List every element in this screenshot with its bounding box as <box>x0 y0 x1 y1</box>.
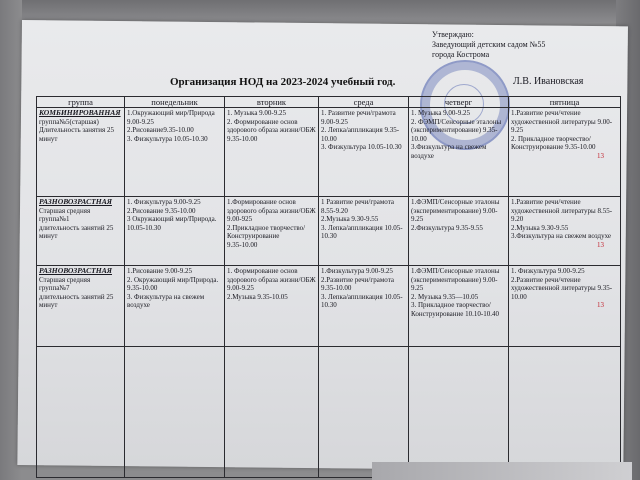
empty-cell <box>125 347 225 478</box>
header-monday: понедельник <box>125 97 225 108</box>
lesson: 2. Формирование основ здорового образа жизни/ОБЖ 9.35-10.00 <box>227 117 316 143</box>
lesson: 1. Музыка 9.00-9.25 <box>411 109 471 117</box>
table-row-empty <box>37 347 621 478</box>
lesson: 2.Физкультура 9.35-9.55 <box>411 223 483 232</box>
lesson: 2.Развитие речи/чтение художественной литературы 9.35-10.00 <box>511 275 613 301</box>
lesson: 2.Музыка 9.35-10.05 <box>227 292 288 301</box>
lesson: 2. Лепка/аппликация 9.35-10.00 <box>321 126 400 143</box>
lesson: 2.Рисование 9.35-10.00 <box>127 206 196 215</box>
lesson: 1 Развитие речи/грамота 8.55-9.20 <box>321 198 394 215</box>
lesson: 1.Окружающий мир/Природа 9.00-9.25 <box>127 109 215 126</box>
group-name: РАЗНОВОЗРАСТНАЯ <box>39 197 112 206</box>
table-row <box>37 266 621 347</box>
friday-cell <box>509 108 621 197</box>
page-title: Организация НОД на 2023-2024 учебный год. <box>170 76 396 88</box>
friday-cell <box>509 197 621 266</box>
group-cell <box>37 197 125 266</box>
group-name: КОМБИНИРОВАННАЯ <box>39 108 121 117</box>
lesson: 1. Музыка 9.00-9.25 <box>227 109 287 117</box>
tuesday-cell <box>225 266 319 347</box>
header-row <box>37 97 621 108</box>
thursday-cell <box>409 197 509 266</box>
group-name: РАЗНОВОЗРАСТНАЯ <box>39 266 112 275</box>
lesson: 1.Развитие речи/чтение художественной литературы 8.55-9.20 <box>511 198 613 224</box>
lesson: 2.Рисование9.35-10.00 <box>127 126 194 135</box>
lesson: 1.Развитие речи/чтение художественной литературы 9.00-9.25 <box>511 109 613 135</box>
lesson-count: 13 <box>597 301 604 310</box>
background-top <box>0 0 640 22</box>
header-thursday: четверг <box>409 97 509 108</box>
group-detail: Старшая средняя группа№7 <box>39 275 91 293</box>
lesson: 2. ФЭМП/Сенсорные эталоны (экспериментирование) 9.35-10.00 <box>411 117 502 143</box>
lesson: 2.Развитие речи/грамота 9.35-10.00 <box>321 275 394 293</box>
approval-name: Л.В. Ивановская <box>513 76 584 87</box>
tuesday-cell <box>225 108 319 197</box>
thursday-cell <box>409 108 509 197</box>
approval-line-2: Заведующий детским садом №55 <box>432 40 546 49</box>
lesson: 1. Физкультура 9.00-9.25 <box>127 198 201 206</box>
header-friday: пятница <box>509 97 621 108</box>
monday-cell <box>125 108 225 197</box>
group-detail: длительность занятий 25 минут <box>39 292 114 310</box>
empty-cell <box>509 347 621 478</box>
lesson: 3. Физкультура 10.05-10.30 <box>321 143 402 152</box>
lesson: 1.ФЭМП/Сенсорные эталоны (экспериментирование) 9.00-9.25 <box>411 267 500 293</box>
empty-cell <box>409 347 509 478</box>
lesson: 1. Формирование основ здорового образа жизни/ОБЖ 9.00-9.25 <box>227 267 316 293</box>
approval-line-3: города Кострома <box>432 50 490 59</box>
approval-line-1: Утверждаю: <box>432 30 474 39</box>
lesson: 2. Окружающий мир/Природа. 9.35-10.00 <box>127 275 219 293</box>
lesson: 1.Формирование основ здорового образа жизни/ОБЖ 9.00-925 <box>227 198 316 224</box>
empty-cell <box>319 347 409 478</box>
group-detail: группа№5(старшая) <box>39 117 99 126</box>
lesson: 3. Лепка/аппликация 10.05-10.30 <box>321 223 403 241</box>
lesson: 3. Лепка/аппликация 10.05-10.30 <box>321 292 403 310</box>
group-detail: Длительность занятия 25 минут <box>39 126 115 143</box>
lesson: 1.Физкультура 9.00-9.25 <box>321 267 393 275</box>
lesson: 9.35-10.00 <box>227 240 258 249</box>
table-row <box>37 108 621 197</box>
group-detail: Старшая средняя группа№1 <box>39 206 91 224</box>
friday-cell <box>509 266 621 347</box>
lesson: 3.Физкультура на свежем воздухе <box>411 143 487 160</box>
group-detail: длительность занятий 25 минут <box>39 223 114 241</box>
monday-cell <box>125 266 225 347</box>
schedule-table <box>36 96 621 478</box>
empty-cell <box>37 347 125 478</box>
lesson: 1. Физкультура 9.00-9.25 <box>511 267 585 275</box>
lesson: 3. Физкультура на свежем воздухе <box>127 292 205 310</box>
header-group: группа <box>37 97 125 108</box>
lesson: 3. Прикладное творчество/Конструирование 10.10-10.40 <box>411 301 499 318</box>
lesson: 3.Физкультура на свежем воздухе <box>511 232 612 241</box>
lesson: 2.Прикладное творчество/Конструирование <box>227 223 306 241</box>
wednesday-cell <box>319 266 409 347</box>
wednesday-cell <box>319 197 409 266</box>
lesson: 2. Музыка 9.35—10.05 <box>411 292 479 301</box>
approval-block <box>432 30 622 60</box>
thursday-cell <box>409 266 509 347</box>
desk-corner <box>372 462 632 480</box>
wednesday-cell <box>319 108 409 197</box>
group-cell <box>37 108 125 197</box>
lesson: 3. Физкультура 10.05-10.30 <box>127 134 208 143</box>
tuesday-cell <box>225 197 319 266</box>
lesson: 2.Музыка 9.30-9.55 <box>321 215 379 224</box>
empty-cell <box>225 347 319 478</box>
lesson: 2. Прикладное творчество/Конструирование 9.35-10.00 <box>511 134 596 152</box>
header-wednesday: среда <box>319 97 409 108</box>
lesson-count: 13 <box>597 240 604 249</box>
group-cell <box>37 266 125 347</box>
lesson: 2.Музыка 9.30-9.55 <box>511 223 569 232</box>
header-tuesday: вторник <box>225 97 319 108</box>
lesson: 1.Рисование 9.00-9.25 <box>127 267 192 275</box>
lesson-count: 13 <box>597 151 604 160</box>
table-row <box>37 197 621 266</box>
lesson: 1.ФЭМП/Сенсорные эталоны (экспериментирование) 9.00-9.25 <box>411 198 500 224</box>
monday-cell <box>125 197 225 266</box>
lesson: 1. Развитие речи/грамота 9.00-9.25 <box>321 109 396 126</box>
lesson: 3 Окружающий мир/Природа. 10.05-10.30 <box>127 215 217 232</box>
